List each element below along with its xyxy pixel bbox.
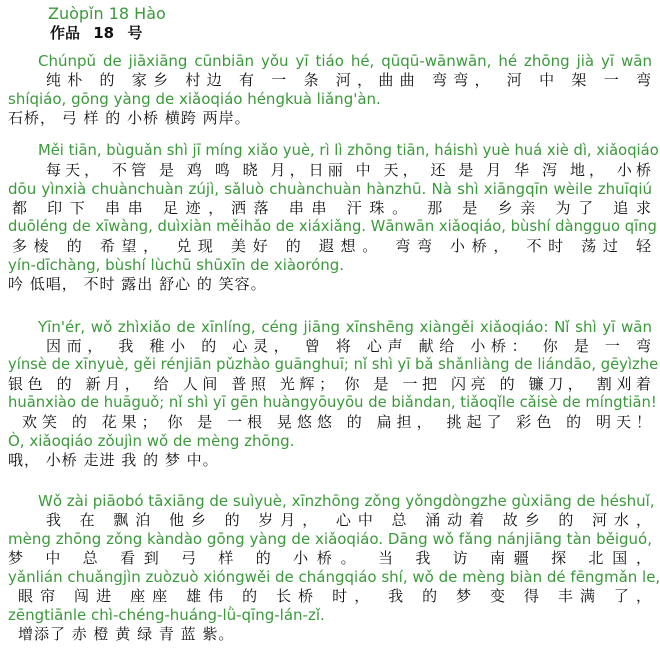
pinyin-line: yín-dīchàng, bùshí lùchū shūxīn de xiàoróng.: [8, 256, 345, 274]
hanzi-line: 哦， 小桥 走进 我 的 梦 中。: [8, 451, 219, 469]
hanzi-line: 增添了 赤 橙 黄 绿 青 蓝 紫。: [18, 625, 235, 643]
hanzi-line: 欢笑 的 花果； 你 是 一根 晃悠悠 的 扁担， 挑起了 彩色 的 明天！: [22, 413, 652, 431]
paragraph-2: [0, 142, 660, 294]
paragraph-4: [0, 492, 660, 644]
hanzi-line: 每天， 不管 是 鸡 鸣 晓 月，日丽 中 天， 还 是 月 华 泻 地， 小桥: [46, 161, 652, 179]
hanzi-line: 眼帘 闯进 座座 雄伟 的 长桥 时， 我 的 梦 变 得 丰满 了，: [18, 587, 652, 605]
pinyin-line: huānxiào de huāguǒ; nǐ shì yī gēn huàngyōuyōu de biǎndan, tiǎoqǐle cǎisè de míngtiān!: [8, 394, 657, 411]
paragraph-3: [0, 318, 660, 470]
pinyin-line: Chúnpǔ de jiāxiāng cūnbiān yǒu yī tiáo hé, qūqū-wānwān, hé zhōng jià yī wān: [38, 52, 652, 70]
pinyin-line: Ò, xiǎoqiáo zǒujìn wǒ de mèng zhōng.: [8, 432, 295, 450]
hanzi-line: 都 印下 串串 足迹，洒落 串串 汗珠。 那 是 乡亲 为了 追求: [12, 199, 652, 217]
hanzi-line: 梦 中 总 看到 弓 样 的 小桥。 当 我 访 南疆 探 北国，: [8, 549, 652, 567]
hanzi-line: 石桥， 弓 样 的 小桥 横跨 两岸。: [8, 109, 251, 127]
pinyin-line: mèng zhōng zǒng kàndào gōng yàng de xiǎoqiáo. Dāng wǒ fǎng nánjiāng tàn běiguó,: [8, 530, 652, 548]
paragraph-1: [0, 52, 660, 128]
hanzi-line: 多棱 的 希望， 兑现 美好 的 遐想。 弯弯 小桥， 不时 荡过 轻: [12, 237, 652, 255]
hanzi-line: 因而， 我 稚小 的 心灵， 曾 将 心声 献给 小桥： 你 是 一 弯: [46, 337, 652, 355]
pinyin-line: Měi tiān, bùguǎn shì jī míng xiǎo yuè, rì lì zhōng tiān, háishì yuè huá xiè dì, xiǎoqiáo: [38, 142, 659, 159]
pinyin-line: Yīn'ér, wǒ zhìxiǎo de xīnlíng, céng jiāng xīnshēng xiàngěi xiǎoqiáo: Nǐ shì yī wān: [38, 318, 652, 336]
hanzi-line: 银色 的 新月， 给 人间 普照 光辉； 你 是 一把 闪亮 的 镰刀， 割刈着: [8, 375, 652, 393]
pinyin-line: yínsè de xīnyuè, gěi rénjiān pǔzhào guānghuī; nǐ shì yī bǎ shǎnliàng de liándāo, gēyìzhe: [8, 356, 659, 373]
hanzi-line: 吟 低唱， 不时 露出 舒心 的 笑容。: [8, 275, 267, 293]
title-hanzi: 作品 18 号: [50, 24, 143, 42]
title-pinyin: Zuòpǐn 18 Hào: [48, 4, 166, 23]
hanzi-line: 我 在 飘泊 他乡 的 岁月， 心中 总 涌动着 故乡 的 河水，: [46, 511, 652, 529]
pinyin-line: dōu yìnxià chuànchuàn zújì, sǎluò chuànchuàn hànzhū. Nà shì xiāngqīn wèile zhuīqiú: [8, 180, 652, 198]
pinyin-line: shíqiáo, gōng yàng de xiǎoqiáo héngkuà liǎng'àn.: [8, 90, 381, 108]
pinyin-line: duōléng de xīwàng, duìxiàn měihǎo de xiáxiǎng. Wānwān xiǎoqiáo, bùshí dàngguo qīng: [8, 218, 657, 235]
pinyin-line: Wǒ zài piāobó tāxiāng de suìyuè, xīnzhōng zǒng yǒngdòngzhe gùxiāng de héshuǐ,: [38, 492, 655, 510]
pinyin-line: zēngtiānle chì-chéng-huáng-lǜ-qīng-lán-zǐ.: [8, 606, 325, 624]
pinyin-line: yǎnlián chuǎngjìn zuòzuò xióngwěi de chángqiáo shí, wǒ de mèng biàn dé fēngmǎn le,: [8, 568, 660, 586]
hanzi-line: 纯朴 的 家乡 村边 有 一 条 河，曲曲 弯弯， 河 中 架 一 弯: [46, 71, 652, 89]
